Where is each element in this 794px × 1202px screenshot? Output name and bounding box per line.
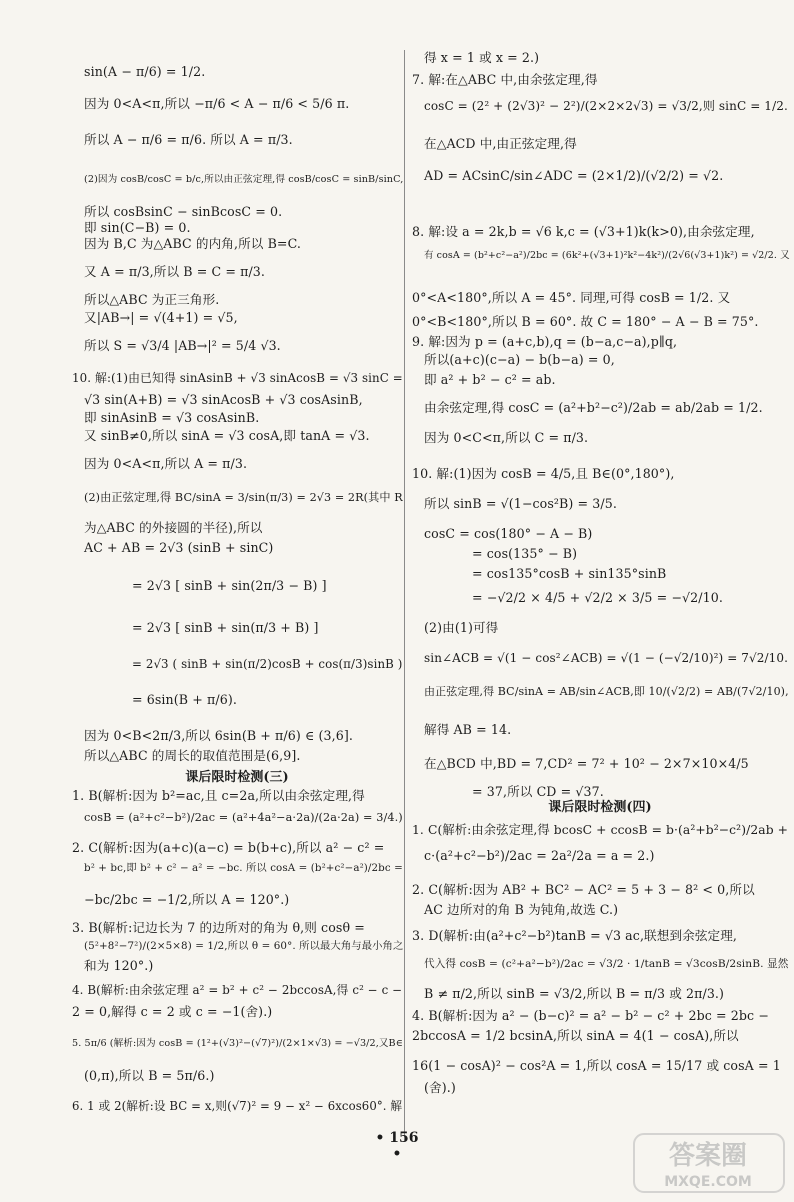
text-line: 代入得 cosB = (c²+a²−b²)/2ac = √3/2 · 1/tanB = √3cosB/2sinB. 显然 [424,957,789,970]
text-line: 所以 cosBsinC − sinBcosC = 0. [84,204,283,219]
text-line: 有 cosA = (b²+c²−a²)/2bc = (6k²+(√3+1)²k²−4k²)/(2√6(√3+1)k²) = √2/2. 又 [424,250,790,261]
section-heading: 课后限时检测(三) [185,770,289,785]
text-line: (2)因为 cosB/cosC = b/c,所以由正弦定理,得 cosB/cosC = sinB/sinC, [84,174,404,185]
text-line: sin(A − π/6) = 1/2. [84,64,206,79]
text-line: 由正弦定理,得 BC/sinA = AB/sin∠ACB,即 10/(√2/2) = AB/(7√2/10), [424,685,789,698]
text-line: 所以△ABC 为正三角形. [84,292,220,307]
text-line: = 6sin(B + π/6). [132,692,237,707]
text-line: AC + AB = 2√3 (sinB + sinC) [84,540,274,555]
text-line: 6. 1 或 2(解析:设 BC = x,则(√7)² = 9 − x² − 6xcos60°. 解 [72,1099,403,1113]
text-line: = 2√3 ( sinB + sin(π/2)cosB + cos(π/3)sinB ) [132,657,403,671]
text-line: 又|AB→| = √(4+1) = √5, [84,310,238,325]
watermark-logo [630,1128,790,1198]
text-line: 9. 解:因为 p = (a+c,b),q = (b−a,c−a),p∥q, [412,334,678,349]
text-line: (2)由(1)可得 [424,620,499,635]
text-line: 因为 0<B<2π/3,所以 6sin(B + π/6) ∈ (3,6]. [84,728,353,743]
text-line: 所以(a+c)(c−a) − b(b−a) = 0, [424,352,615,367]
text-line: 在△ACD 中,由正弦定理,得 [424,136,577,151]
text-line: 1. C(解析:由余弦定理,得 bcosC + ccosB = b·(a²+b²−c²)/2ab + [412,823,789,837]
text-line: 5. 5π/6 (解析:因为 cosB = (1²+(√3)²−(√7)²)/(2×1×√3) = −√3/2,又B∈ [72,1038,403,1049]
text-line: 3. D(解析:由(a²+c²−b²)tanB = √3 ac,联想到余弦定理, [412,928,738,943]
text-line: 和为 120°.) [84,958,154,973]
text-line: = cos(135° − B) [472,546,578,561]
text-line: b² + bc,即 b² + c² − a² = −bc. 所以 cosA = (b²+c²−a²)/2bc = [84,862,403,874]
text-line: 即 sin(C−B) = 0. [84,220,191,235]
text-line: 4. B(解析:由余弦定理 a² = b² + c² − 2bccosA,得 c² − c − [72,983,403,997]
text-line: sin∠ACB = √(1 − cos²∠ACB) = √(1 − (−√2/10)²) = 7√2/10. [424,651,789,665]
text-line: 8. 解:设 a = 2k,b = √6 k,c = (√3+1)k(k>0),由余弦定理, [412,224,755,239]
text-line: (2)由正弦定理,得 BC/sinA = 3/sin(π/3) = 2√3 = 2R(其中 R [84,491,403,504]
text-line: 0°<B<180°,所以 B = 60°. 故 C = 180° − A − B = 75°. [412,314,759,329]
text-line: 又 A = π/3,所以 B = C = π/3. [84,264,266,279]
page-number: • 156 • [375,1130,419,1162]
text-line: 0°<A<180°,所以 A = 45°. 同理,可得 cosB = 1/2. 又 [412,290,731,305]
text-line: 得 x = 1 或 x = 2.) [424,50,540,65]
text-line: AD = ACsinC/sin∠ADC = (2×1/2)/(√2/2) = √2. [424,168,724,183]
text-line: 10. 解:(1)由已知得 sinAsinB + √3 sinAcosB = √3 sinC = [72,371,403,385]
watermark-url: MXQE.COM [664,1174,752,1190]
text-line: 7. 解:在△ABC 中,由余弦定理,得 [412,72,598,87]
text-line: 2. C(解析:因为 AB² + BC² − AC² = 5 + 3 − 8² < 0,所以 [412,882,755,897]
text-line: B ≠ π/2,所以 sinB = √3/2,所以 B = π/3 或 2π/3.) [424,986,725,1001]
text-line: 解得 AB = 14. [424,722,512,737]
text-line: 即 a² + b² − c² = ab. [424,372,556,387]
text-line: (舍).) [424,1080,456,1095]
text-line: 2bccosA = 1/2 bcsinA,所以 sinA = 4(1 − cosA),所以 [412,1028,739,1043]
text-line: = 2√3 [ sinB + sin(2π/3 − B) ] [132,578,327,593]
text-line: = 2√3 [ sinB + sin(π/3 + B) ] [132,620,319,635]
text-line: (5²+8²−7²)/(2×5×8) = 1/2,所以 θ = 60°. 所以最大角与最小角之 [84,940,404,952]
text-line: 2 = 0,解得 c = 2 或 c = −1(舍).) [72,1004,273,1019]
text-line: cosC = cos(180° − A − B) [424,526,593,541]
text-line: 为△ABC 的外接圆的半径),所以 [84,520,263,535]
text-line: 所以△ABC 的周长的取值范围是(6,9]. [84,748,301,763]
text-line: = 37,所以 CD = √37. [472,784,604,799]
text-line: 所以 S = √3/4 |AB→|² = 5/4 √3. [84,338,281,353]
column-divider [404,50,405,1140]
text-line: = −√2/2 × 4/5 + √2/2 × 3/5 = −√2/10. [472,590,723,605]
watermark-title: 答案圈 [668,1141,748,1171]
text-line: 因为 0<A<π,所以 −π/6 < A − π/6 < 5/6 π. [84,96,350,111]
text-line: 因为 0<C<π,所以 C = π/3. [424,430,589,445]
text-line: 又 sinB≠0,所以 sinA = √3 cosA,即 tanA = √3. [84,428,370,443]
text-line: 1. B(解析:因为 b²=ac,且 c=2a,所以由余弦定理,得 [72,788,365,803]
text-line: 16(1 − cosA)² − cos²A = 1,所以 cosA = 15/17 或 cosA = 1 [412,1058,781,1073]
text-line: 因为 0<A<π,所以 A = π/3. [84,456,248,471]
text-line: 所以 A − π/6 = π/6. 所以 A = π/3. [84,132,293,147]
text-line: cosC = (2² + (2√3)² − 2²)/(2×2×2√3) = √3/2,则 sinC = 1/2. [424,99,788,113]
text-line: −bc/2bc = −1/2,所以 A = 120°.) [84,892,290,907]
text-line: 即 sinAsinB = √3 cosAsinB. [84,410,260,425]
text-line: 在△BCD 中,BD = 7,CD² = 7² + 10² − 2×7×10×4/5 [424,756,749,771]
text-line: cosB = (a²+c²−b²)/2ac = (a²+4a²−a·2a)/(2a·2a) = 3/4.) [84,811,403,824]
text-line: AC 边所对的角 B 为钝角,故选 C.) [424,902,619,917]
text-line: c·(a²+c²−b²)/2ac = 2a²/2a = a = 2.) [424,848,655,863]
text-line: 因为 B,C 为△ABC 的内角,所以 B=C. [84,236,301,251]
text-line: 由余弦定理,得 cosC = (a²+b²−c²)/2ab = ab/2ab = 1/2. [424,400,763,415]
text-line: √3 sin(A+B) = √3 sinAcosB + √3 cosAsinB, [84,392,363,407]
text-line: 所以 sinB = √(1−cos²B) = 3/5. [424,496,617,511]
text-line: 2. C(解析:因为(a+c)(a−c) = b(b+c),所以 a² − c² = [72,840,385,855]
text-line: 3. B(解析:记边长为 7 的边所对的角为 θ,则 cosθ = [72,920,365,935]
text-line: 10. 解:(1)因为 cosB = 4/5,且 B∈(0°,180°), [412,466,675,481]
watermark-logo-icon [630,1128,790,1198]
section-heading: 课后限时检测(四) [548,800,652,815]
text-line: = cos135°cosB + sin135°sinB [472,566,667,581]
text-line: (0,π),所以 B = 5π/6.) [84,1068,215,1083]
text-line: 4. B(解析:因为 a² − (b−c)² = a² − b² − c² + 2bc = 2bc − [412,1008,769,1023]
